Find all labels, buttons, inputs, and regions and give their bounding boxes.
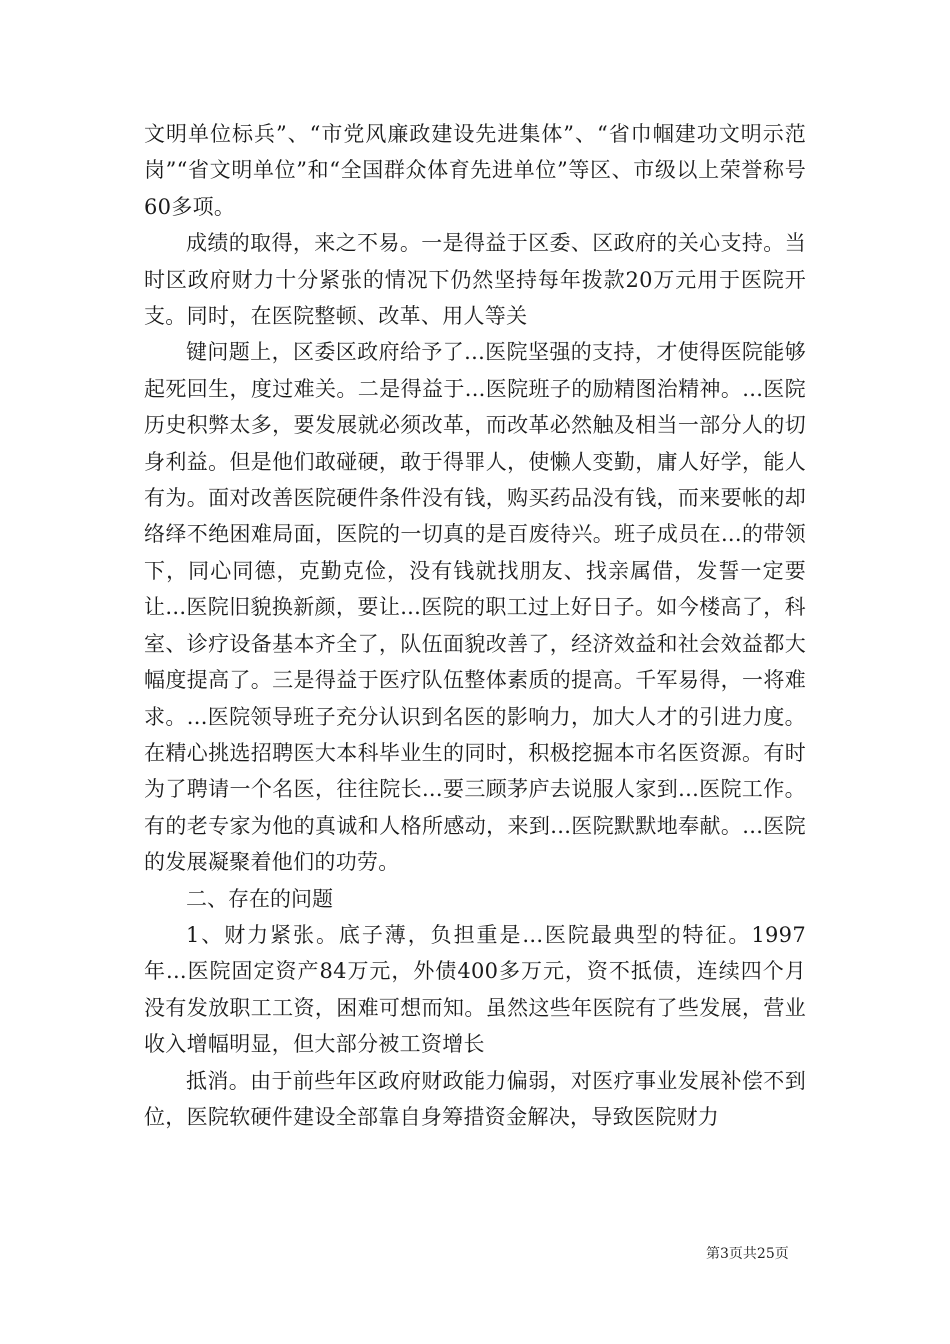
section-heading-problems: 二、存在的问题: [186, 886, 333, 911]
page-number-footer: 第3页共25页: [706, 1246, 789, 1262]
document-body: [144, 116, 806, 1135]
paragraph-achievements: 成绩的取得，来之不易。一是得益于区委、区政府的关心支持。当时区政府财力十分紧张的情况下仍然坚持每年拨款20万元用于医院开支。同时，在医院整顿、改革、用人等关: [144, 231, 806, 329]
paragraph-offset: 抵消。由于前些年区政府财政能力偏弱，对医疗事业发展补偿不到位，医院软硬件建设全部靠自身筹措资金解决，导致医院财力: [144, 1068, 806, 1129]
paragraph-financial-strain: 1、财力紧张。底子薄，负担重是...医院最典型的特征。1997年...医院固定资产84万元，外债400多万元，资不抵债，连续四个月没有发放职工工资，困难可想而知。虽然这些年医院有了些发展，营业收入增幅明显，但大部分被工资增长: [144, 922, 806, 1057]
paragraph-honors: 文明单位标兵”、“市党风廉政建设先进集体”、“省巾帼建功文明示范岗”“省文明单位”和“全国群众体育先进单位”等区、市级以上荣誉称号60多项。: [144, 122, 806, 219]
paragraph-key-issues: 键问题上，区委区政府给予了...医院坚强的支持，才使得医院能够起死回生，度过难关。二是得益于...医院班子的励精图治精神。...医院历史积弊太多，要发展就必须改革，而改革必然触及相当一部分人的切身利益。但是他们敢碰硬，敢于得罪人，使懒人变勤，庸人好学，能人有为。面对改善医院硬件条件没有钱，购买药品没有钱，而来要帐的却络绎不绝困难局面，医院的一切真的是百废待兴。班子成员在...的带领下，同心同德，克勤克俭，没有钱就找朋友、找亲属借，发誓一定要让...医院旧貌换新颜，要让...医院的职工过上好日子。如今楼高了，科室、诊疗设备基本齐全了，队伍面貌改善了，经济效益和社会效益都大幅度提高了。三是得益于医疗队伍整体素质的提高。千军易得，一将难求。...医院领导班子充分认识到名医的影响力，加大人才的引进力度。在精心挑选招聘医大本科毕业生的同时，积极挖掘本市名医资源。有时为了聘请一个名医，往往院长...要三顾茅庐去说服人家到...医院工作。有的老专家为他的真诚和人格所感动，来到...医院默默地奉献。...医院的发展凝聚着他们的功劳。: [144, 340, 806, 875]
